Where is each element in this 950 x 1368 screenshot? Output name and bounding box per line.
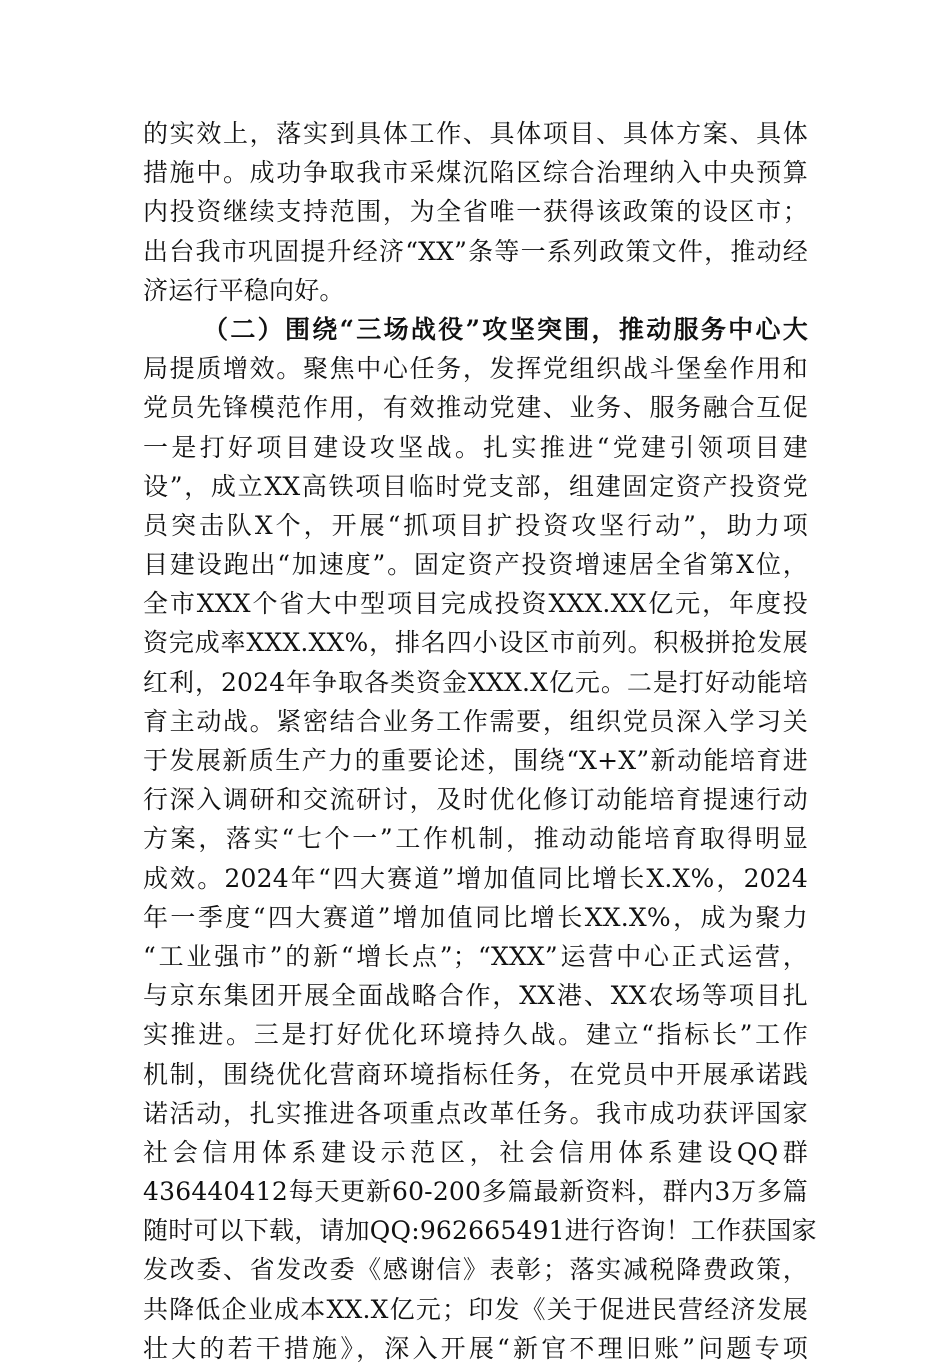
text-line: 一是打好项目建设攻坚战。扎实推进“党建引领项目建	[143, 432, 808, 462]
text-line: 于发展新质生产力的重要论述，围绕“X+X”新动能培育进	[143, 746, 808, 775]
text-line: 资完成率XXX.XX%，排名四小设区市前列。积极拼抢发展	[143, 628, 808, 658]
text-line: 行深入调研和交流研讨，及时优化修订动能培育提速行动	[143, 785, 808, 815]
text-line: 诺活动，扎实推进各项重点改革任务。我市成功获评国家	[143, 1098, 808, 1128]
text-line: 壮大的若干措施》，深入开展“新官不理旧账”问题专项	[143, 1333, 808, 1363]
text-line: 年一季度“四大赛道”增加值同比增长XX.X%，成为聚力	[143, 902, 808, 932]
text-line: 育主动战。紧密结合业务工作需要，组织党员深入学习关	[143, 706, 808, 736]
body-text	[143, 114, 817, 1368]
text-line: 社会信用体系建设示范区，社会信用体系建设QQ群	[143, 1137, 808, 1167]
text-line: 发改委、省发改委《感谢信》表彰；落实减税降费政策，	[143, 1255, 808, 1285]
text-line: 出台我市巩固提升经济“XX”条等一系列政策文件，推动经	[143, 236, 808, 266]
text-line: 成效。2024年“四大赛道”增加值同比增长X.X%，2024	[143, 863, 808, 893]
text-line: 机制，围绕优化营商环境指标任务，在党员中开展承诺践	[143, 1059, 808, 1089]
text-line: 局提质增效。聚焦中心任务，发挥党组织战斗堡垒作用和	[143, 354, 808, 384]
text-line: 红利，2024年争取各类资金XXX.X亿元。二是打好动能培	[143, 667, 808, 697]
text-line: 措施中。成功争取我市采煤沉陷区综合治理纳入中央预算	[143, 158, 808, 188]
text-line: “工业强市”的新“增长点”；“XXX”运营中心正式运营，	[143, 941, 808, 971]
text-line: 随时可以下载，请加QQ:962665491进行咨询！工作获国家	[143, 1216, 817, 1246]
text-line: 济运行平稳向好。	[143, 275, 345, 305]
section-heading-line: （二）围绕“三场战役”攻坚突围，推动服务中心大	[203, 314, 808, 344]
text-line: 的实效上，落实到具体工作、具体项目、具体方案、具体	[143, 119, 808, 148]
text-line: 党员先锋模范作用，有效推动党建、业务、服务融合互促	[143, 393, 808, 423]
text-line: 目建设跑出“加速度”。固定资产投资增速居全省第X位，	[143, 550, 808, 580]
text-line: 设”，成立XX高铁项目临时党支部，组建固定资产投资党	[143, 471, 808, 501]
text-line: 全市XXX个省大中型项目完成投资XXX.XX亿元，年度投	[143, 589, 808, 619]
text-line: 内投资继续支持范围，为全省唯一获得该政策的设区市；	[143, 197, 808, 227]
text-line: 实推进。三是打好优化环境持久战。建立“指标长”工作	[143, 1020, 808, 1050]
text-line: 共降低企业成本XX.X亿元；印发《关于促进民营经济发展	[143, 1294, 808, 1324]
text-line: 与京东集团开展全面战略合作，XX港、XX农场等项目扎	[143, 981, 808, 1011]
text-line: 436440412每天更新60-200多篇最新资料，群内3万多篇	[143, 1177, 808, 1207]
text-line: 员突击队X个，开展“抓项目扩投资攻坚行动”，助力项	[143, 510, 808, 540]
text-line: 方案，落实“七个一”工作机制，推动动能培育取得明显	[143, 824, 808, 854]
